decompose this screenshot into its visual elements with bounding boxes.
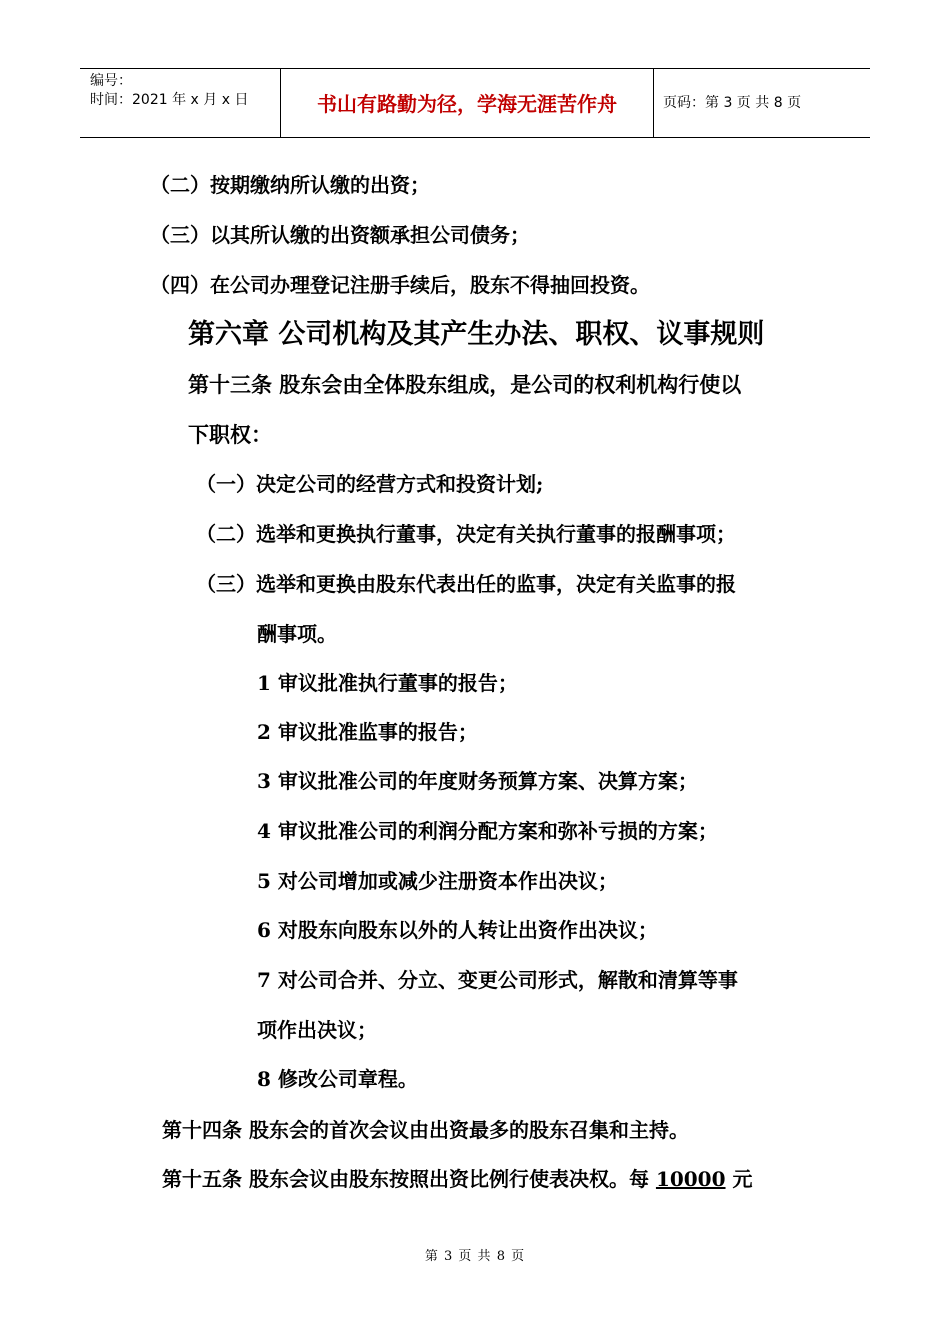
article-15-text: 第十五条 股东会议由股东按照出资比例行使表决权。每 (162, 1167, 656, 1191)
header-page-info: 页码：第 3 页 共 8 页 (663, 95, 802, 111)
motto-text: 书山有路勤为径，学海无涯苦作舟 (317, 92, 617, 116)
page-header (80, 68, 870, 138)
power-line: （一）决定公司的经营方式和投资计划; (196, 472, 544, 496)
power-line: 酬事项。 (257, 622, 337, 646)
power-line: （三）选举和更换由股东代表出任的监事，决定有关监事的报 (196, 572, 736, 596)
numbered-item: 2 审议批准监事的报告； (257, 720, 478, 744)
numbered-item: 8 修改公司章程。 (257, 1067, 418, 1091)
obligation-line: （二）按期缴纳所认缴的出资； (150, 173, 430, 197)
numbered-item: 6 对股东向股东以外的人转让出资作出决议； (257, 918, 658, 942)
numbered-item: 1 审议批准执行董事的报告； (257, 671, 518, 695)
numbered-item: 5 对公司增加或减少注册资本作出决议； (257, 869, 618, 893)
header-page-cell (653, 69, 870, 137)
article-14: 第十四条 股东会的首次会议由出资最多的股东召集和主持。 (162, 1118, 689, 1142)
number-label: 编号： (90, 73, 132, 89)
obligation-line: （三）以其所认缴的出资额承担公司债务； (150, 223, 530, 247)
header-motto-cell (280, 69, 654, 137)
time-label: 时间：2021 年 x 月 x 日 (90, 92, 249, 108)
power-line: （二）选举和更换执行董事，决定有关执行董事的报酬事项； (196, 522, 736, 546)
article-13-line: 第十三条 股东会由全体股东组成，是公司的权利机构行使以 (188, 372, 742, 397)
chapter-title: 第六章 公司机构及其产生办法、职权、议事规则 (188, 319, 765, 350)
numbered-item: 4 审议批准公司的利润分配方案和弥补亏损的方案； (257, 819, 718, 843)
article-15 (162, 1166, 753, 1192)
numbered-item: 3 审议批准公司的年度财务预算方案、决算方案； (257, 769, 698, 793)
article-13-line: 下职权： (188, 422, 272, 447)
article-15-amount: 10000 (655, 1167, 726, 1191)
numbered-item: 7 对公司合并、分立、变更公司形式，解散和清算等事 (257, 968, 738, 992)
header-meta-cell (80, 69, 280, 137)
obligation-line: （四）在公司办理登记注册手续后，股东不得抽回投资。 (150, 273, 650, 297)
article-15-unit: 元 (725, 1167, 753, 1191)
page-footer: 第 3 页 共 8 页 (424, 1249, 526, 1264)
numbered-item: 项作出决议； (257, 1018, 377, 1042)
